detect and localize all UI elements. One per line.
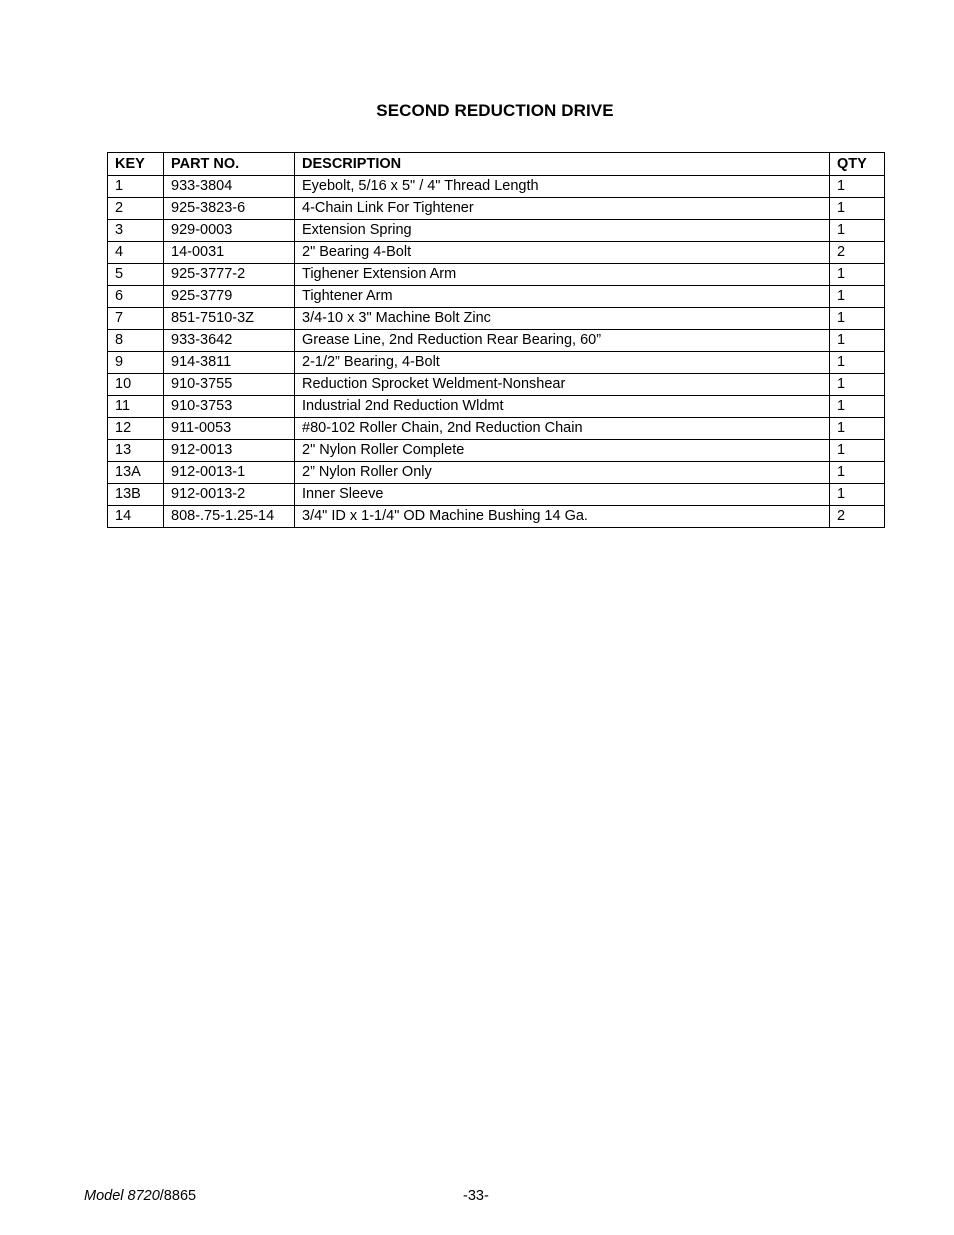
cell-part-no: 914-3811 — [164, 352, 295, 374]
cell-qty: 1 — [830, 418, 885, 440]
footer-page-number: -33- — [463, 1188, 489, 1204]
cell-qty: 1 — [830, 220, 885, 242]
cell-key: 3 — [108, 220, 164, 242]
table-row — [108, 484, 885, 506]
cell-description: 3/4" ID x 1-1/4" OD Machine Bushing 14 Ga. — [295, 506, 830, 528]
parts-table-body — [108, 176, 885, 528]
cell-part-no: 933-3642 — [164, 330, 295, 352]
cell-description: Tightener Arm — [295, 286, 830, 308]
cell-key: 4 — [108, 242, 164, 264]
cell-qty: 2 — [830, 242, 885, 264]
table-row — [108, 242, 885, 264]
cell-key: 13A — [108, 462, 164, 484]
cell-qty: 1 — [830, 352, 885, 374]
cell-qty: 1 — [830, 176, 885, 198]
cell-part-no: 912-0013-1 — [164, 462, 295, 484]
header-description: DESCRIPTION — [295, 153, 830, 176]
cell-part-no: 912-0013-2 — [164, 484, 295, 506]
table-row — [108, 352, 885, 374]
cell-description: Industrial 2nd Reduction Wldmt — [295, 396, 830, 418]
table-row — [108, 506, 885, 528]
header-qty: QTY — [830, 153, 885, 176]
cell-description: Reduction Sprocket Weldment-Nonshear — [295, 374, 830, 396]
footer-model-suffix: /8865 — [159, 1188, 197, 1204]
cell-description: Tighener Extension Arm — [295, 264, 830, 286]
cell-key: 11 — [108, 396, 164, 418]
cell-description: Extension Spring — [295, 220, 830, 242]
table-row — [108, 330, 885, 352]
cell-key: 7 — [108, 308, 164, 330]
cell-key: 13 — [108, 440, 164, 462]
cell-qty: 1 — [830, 308, 885, 330]
cell-qty: 1 — [830, 484, 885, 506]
table-row — [108, 264, 885, 286]
table-row — [108, 198, 885, 220]
cell-description: Inner Sleeve — [295, 484, 830, 506]
header-part-no: PART NO. — [164, 153, 295, 176]
table-header-row — [108, 153, 885, 176]
cell-key: 6 — [108, 286, 164, 308]
cell-qty: 1 — [830, 440, 885, 462]
cell-part-no: 925-3823-6 — [164, 198, 295, 220]
cell-qty: 1 — [830, 330, 885, 352]
table-row — [108, 286, 885, 308]
cell-description: 2-1/2” Bearing, 4-Bolt — [295, 352, 830, 374]
cell-part-no: 910-3753 — [164, 396, 295, 418]
cell-description: Eyebolt, 5/16 x 5" / 4" Thread Length — [295, 176, 830, 198]
table-row — [108, 396, 885, 418]
table-row — [108, 308, 885, 330]
cell-qty: 1 — [830, 396, 885, 418]
table-row — [108, 462, 885, 484]
cell-part-no: 911-0053 — [164, 418, 295, 440]
cell-qty: 1 — [830, 286, 885, 308]
header-key: KEY — [108, 153, 164, 176]
cell-key: 1 — [108, 176, 164, 198]
cell-part-no: 851-7510-3Z — [164, 308, 295, 330]
cell-description: 3/4-10 x 3" Machine Bolt Zinc — [295, 308, 830, 330]
cell-qty: 1 — [830, 462, 885, 484]
page-title: SECOND REDUCTION DRIVE — [376, 101, 614, 120]
table-row — [108, 374, 885, 396]
cell-part-no: 933-3804 — [164, 176, 295, 198]
table-row — [108, 176, 885, 198]
cell-part-no: 910-3755 — [164, 374, 295, 396]
cell-key: 9 — [108, 352, 164, 374]
cell-description: 2” Nylon Roller Only — [295, 462, 830, 484]
cell-key: 12 — [108, 418, 164, 440]
cell-description: 4-Chain Link For Tightener — [295, 198, 830, 220]
cell-key: 14 — [108, 506, 164, 528]
cell-part-no: 14-0031 — [164, 242, 295, 264]
cell-part-no: 925-3777-2 — [164, 264, 295, 286]
cell-qty: 1 — [830, 198, 885, 220]
cell-description: Grease Line, 2nd Reduction Rear Bearing, 60” — [295, 330, 830, 352]
cell-description: 2" Nylon Roller Complete — [295, 440, 830, 462]
table-row — [108, 418, 885, 440]
parts-table — [107, 152, 885, 528]
cell-qty: 1 — [830, 264, 885, 286]
cell-qty: 1 — [830, 374, 885, 396]
cell-part-no: 929-0003 — [164, 220, 295, 242]
cell-description: 2" Bearing 4-Bolt — [295, 242, 830, 264]
cell-key: 13B — [108, 484, 164, 506]
cell-part-no: 925-3779 — [164, 286, 295, 308]
cell-key: 8 — [108, 330, 164, 352]
cell-description: #80-102 Roller Chain, 2nd Reduction Chain — [295, 418, 830, 440]
cell-qty: 2 — [830, 506, 885, 528]
cell-part-no: 912-0013 — [164, 440, 295, 462]
cell-key: 5 — [108, 264, 164, 286]
cell-key: 10 — [108, 374, 164, 396]
table-row — [108, 220, 885, 242]
table-row — [108, 440, 885, 462]
cell-part-no: 808-.75-1.25-14 — [164, 506, 295, 528]
cell-key: 2 — [108, 198, 164, 220]
footer-model-label: Model 8720 — [84, 1188, 160, 1204]
footer-model — [84, 1188, 196, 1204]
